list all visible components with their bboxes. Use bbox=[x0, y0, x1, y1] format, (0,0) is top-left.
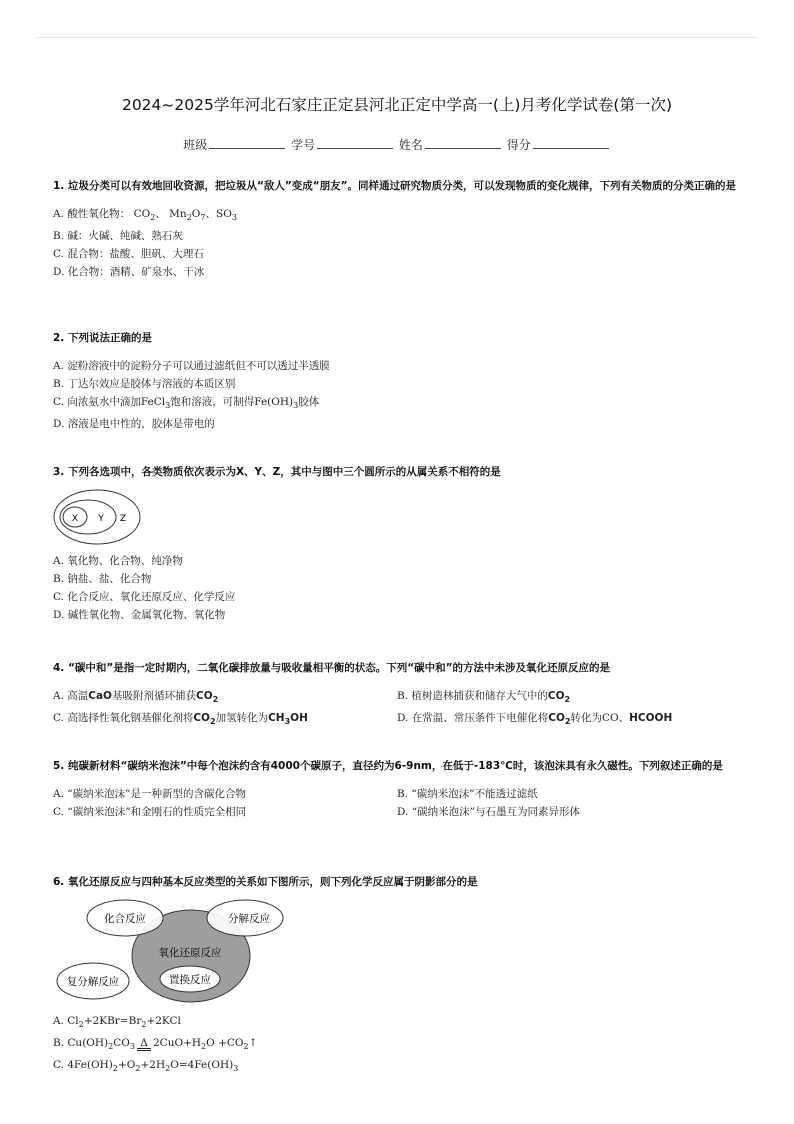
question-5-options bbox=[53, 785, 743, 821]
option-a[interactable]: A. 淀粉溶液中的淀粉分子可以通过滤纸但不可以透过半透膜 bbox=[53, 360, 330, 372]
score-blank[interactable] bbox=[533, 138, 609, 149]
question-3 bbox=[53, 463, 743, 624]
question-1-stem: 1. 垃圾分类可以有效地回收资源，把垃圾从“敌人”变成“朋友”。同样通过研究物质分类，可以发现物质的变化规律，下列有关物质的分类正确的是 bbox=[53, 180, 737, 192]
question-6-options bbox=[53, 1012, 743, 1078]
option-c[interactable]: C. “碳纳米泡沫”和金刚石的性质完全相同 bbox=[53, 806, 247, 818]
option-c[interactable]: C. 高选择性氧化铟基催化剂将$CO_2$加氢转化为$CH_3OH$ bbox=[53, 712, 308, 727]
class-blank[interactable] bbox=[209, 138, 285, 149]
question-3-stem: 3. 下列各选项中，各类物质依次表示为X、Y、Z，其中与图中三个圆所示的从属关系不相符的是 bbox=[53, 466, 501, 478]
option-c[interactable]: C. 向浓氨水中滴加FeCl$_3$饱和溶液，可制得$Fe(OH)_3$胶体 bbox=[53, 396, 320, 411]
option-b[interactable]: B. 植树造林捕获和储存大气中的$CO_2$ bbox=[397, 690, 571, 705]
option-b[interactable]: B. 钠盐、盐、化合物 bbox=[53, 573, 152, 585]
question-5 bbox=[53, 757, 743, 821]
question-4 bbox=[53, 659, 743, 731]
option-d[interactable]: D. “碳纳米泡沫”与石墨互为同素异形体 bbox=[397, 806, 580, 818]
circle-z bbox=[54, 490, 140, 544]
question-6-stem: 6. 氧化还原反应与四种基本反应类型的关系如下图所示，则下列化学反应属于阴影部分的是 bbox=[53, 876, 478, 888]
question-4-options bbox=[53, 687, 743, 731]
circle-y bbox=[60, 500, 116, 534]
option-a[interactable]: A. $Cl_2+2KBr=Br_2+2KCl$ bbox=[53, 1015, 181, 1030]
top-divider bbox=[36, 37, 758, 38]
question-2-stem: 2. 下列说法正确的是 bbox=[53, 332, 152, 344]
label-z: Z bbox=[119, 514, 127, 524]
option-d[interactable]: D. 溶液是电中性的，胶体是带电的 bbox=[53, 418, 215, 431]
option-a[interactable]: A. 高温CaO基吸附剂循环捕获$CO_2$ bbox=[53, 690, 219, 705]
option-d[interactable]: D. 在常温、常压条件下电催化将$CO_2$转化为CO、HCOOH bbox=[397, 712, 673, 727]
label-y: Y bbox=[98, 514, 104, 524]
option-a[interactable]: A. “碳纳米泡沫”是一种新型的含碳化合物 bbox=[53, 788, 246, 800]
question-5-stem: 5. 纯碳新材料“碳纳米泡沫”中每个泡沫约含有4000个碳原子，直径约为6-9nm，在低于-183℃时，该泡沫具有永久磁性。下列叙述正确的是 bbox=[53, 760, 723, 772]
reaction-types-diagram bbox=[53, 896, 303, 1006]
id-label: 学号 bbox=[291, 138, 316, 152]
option-b[interactable]: B. 丁达尔效应是胶体与溶液的本质区别 bbox=[53, 378, 236, 390]
question-2 bbox=[53, 329, 743, 433]
question-1 bbox=[53, 177, 743, 281]
option-c[interactable]: C. $4Fe(OH)_2+O_2+2H_2O=4Fe(OH)_3$ bbox=[53, 1059, 239, 1074]
decomposition-label: 分解反应 bbox=[228, 913, 270, 925]
name-label: 姓名 bbox=[398, 138, 423, 152]
option-d[interactable]: D. 化合物：酒精、矿泉水、干冰 bbox=[53, 266, 205, 279]
double-displacement-label: 复分解反应 bbox=[66, 976, 120, 988]
student-info-line bbox=[0, 136, 794, 153]
score-label: 得分 bbox=[506, 138, 531, 152]
option-c[interactable]: C. 混合物：盐酸、胆矾、大理石 bbox=[53, 248, 204, 261]
question-6 bbox=[53, 873, 743, 1078]
class-label: 班级 bbox=[183, 138, 208, 152]
question-3-options bbox=[53, 552, 743, 624]
label-x: X bbox=[71, 514, 79, 524]
question-1-options bbox=[53, 205, 743, 281]
name-blank[interactable] bbox=[425, 138, 501, 149]
option-b[interactable]: B. 碱：火碱、纯碱、熟石灰 bbox=[53, 230, 183, 243]
question-4-stem: 4. “碳中和”是指一定时期内，二氧化碳排放量与吸收量相平衡的状态。下列“碳中和”的方法中未涉及氧化还原反应的是 bbox=[53, 662, 611, 674]
question-2-options bbox=[53, 357, 743, 433]
id-blank[interactable] bbox=[317, 138, 393, 149]
redox-label: 氧化还原反应 bbox=[158, 947, 222, 959]
nested-circles-diagram bbox=[53, 488, 143, 546]
displacement-label: 置换反应 bbox=[169, 974, 211, 986]
option-a[interactable]: A. 酸性氧化物： $CO_2$、 $Mn_2O_7$、$SO_3$ bbox=[53, 208, 237, 223]
heating-triangle-icon: Δ bbox=[135, 1034, 153, 1052]
option-c[interactable]: C. 化合反应、氧化还原反应、化学反应 bbox=[53, 591, 236, 603]
option-d[interactable]: D. 碱性氧化物、金属氧化物、氧化物 bbox=[53, 609, 226, 621]
option-a[interactable]: A. 氧化物、化合物、纯净物 bbox=[53, 555, 183, 567]
combination-label: 化合反应 bbox=[104, 913, 146, 925]
option-b[interactable]: B. “碳纳米泡沫”不能透过滤纸 bbox=[397, 788, 538, 800]
option-b[interactable]: B. $Cu(OH)_2CO_3$ Δ $2CuO+H_2O$ $+CO_2↑$ bbox=[53, 1034, 743, 1056]
page-title: 2024~2025学年河北石家庄正定县河北正定中学高一(上)月考化学试卷(第一次) bbox=[121, 96, 673, 114]
